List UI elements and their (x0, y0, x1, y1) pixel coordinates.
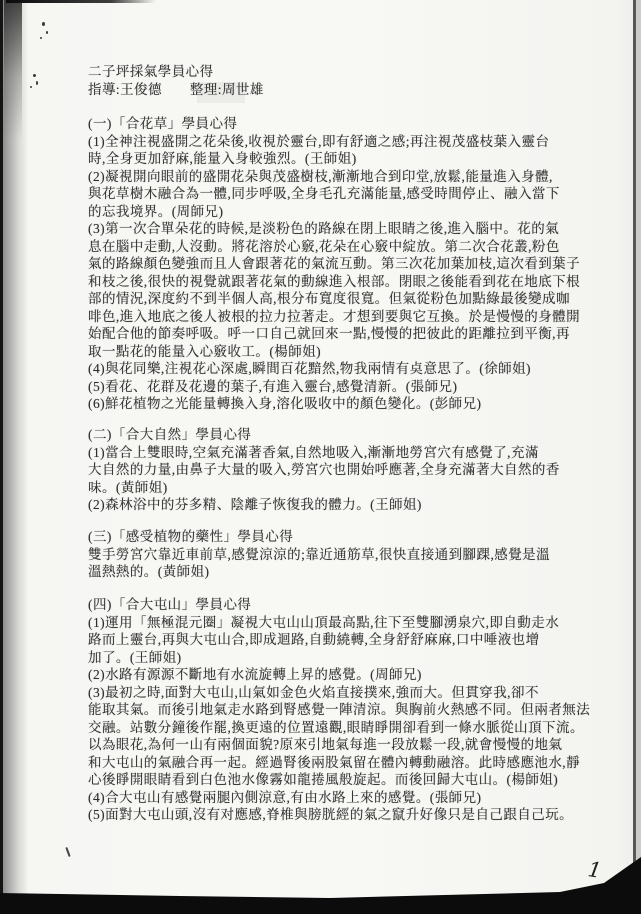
ink-speckle (46, 31, 48, 34)
body-line: 時,全身更加舒麻,能量入身較強烈。(王師姐) (88, 151, 357, 166)
body-line: 部的情況,深度約不到半個人高,根分布寬度很寬。但氣從粉色加點綠最後變成咖 (88, 291, 570, 306)
body-line: 和枝之後,很快的視覺就跟著花氣的動線進入根部。閉眼之後能看到花在地底下根 (88, 273, 581, 289)
body-line: 啡色,進入地底之後人被根的拉力拉著走。才想到要與它互換。於是慢慢的身體開 (88, 308, 581, 324)
body-line: 以為眼花,為何一山有兩個面貌?原來引地氣每進一段放鬆一段,就會慢慢的地氣 (88, 737, 563, 752)
body-line: (2)森林浴中的芬多精、陰離子恢復我的體力。(王師姐) (88, 497, 422, 512)
body-line: (1)運用「無極混元圈」凝視大屯山山頂最高點,往下至雙腳湧泉穴,即自動走水 (88, 614, 560, 630)
page-title: 二子坪採氣學員心得 (88, 64, 214, 79)
ink-speckle (42, 22, 45, 26)
body-line: (5)面對大屯山頭,沒有对應感,脊椎與膀胱經的氣之竄升好像只是自己跟自己玩。 (88, 807, 574, 822)
handwritten-page-number: 1 (586, 857, 604, 883)
body-line: (1)全神注視盛開之花朵後,收視於靈台,即有舒適之感;再注視茂盛枝葉入靈台 (88, 133, 550, 149)
section-block (88, 426, 580, 514)
body-line: (6)鮮花植物之光能量轉換入身,溶化吸收中的顏色變化。(彭師兄) (88, 396, 482, 411)
section-heading: (二)「合大自然」學員心得 (88, 427, 252, 442)
body-line: 味。(黃師姐) (88, 479, 168, 495)
body-line: 息在腦中走動,人沒動。將花溶於心竅,花朵在心竅中綻放。第二次合花叢,粉色 (88, 238, 560, 254)
body-line: 雙手勞宮穴靠近車前草,感覺涼涼的;靠近通筋草,很快直接通到腳踝,感覺是溫 (88, 546, 551, 562)
ink-speckle (36, 81, 38, 85)
section-heading: (四)「合大屯山」學員心得 (88, 597, 252, 612)
body-line: 溫熱熱的。(黃師姐) (88, 564, 210, 579)
body-line: 路而上靈台,再與大屯山合,即成迴路,自動繞轉,全身舒舒麻麻,口中唾液也增 (88, 632, 540, 647)
scan-top-left-shadow (4, 0, 22, 140)
body-line: 取一點花的能量入心竅收工。(楊師姐) (88, 343, 322, 359)
scan-bottom-edge-shadow (0, 850, 641, 914)
body-line: 始配合他的節奏呼吸。呼一口自己就回來一點,慢慢的把彼此的距離拉到平衡,再 (88, 326, 570, 341)
section-block (88, 596, 591, 824)
section-block (88, 115, 580, 413)
body-line: 氣的路線顏色變強而且人會跟著花的氣流互動。第三次花加葉加枝,這次看到葉子 (88, 256, 581, 271)
body-line: 加了。(王師姐) (88, 649, 182, 665)
section-heading: (三)「感受植物的藥性」學員心得 (88, 529, 294, 544)
body-line: (1)當合上雙眼時,空氣充滿著香氣,自然地吸入,漸漸地勞宮穴有感覺了,充滿 (88, 444, 539, 460)
ink-speckle (30, 86, 32, 88)
document-header (88, 61, 580, 96)
body-line: (4)合大屯山有感覺兩腿內側涼意,有由水路上來的感覺。(張師兄) (88, 789, 482, 805)
pen-stroke-mark (65, 847, 70, 857)
body-line: (3)最初之時,面對大屯山,山氣如金色火焰直接撲來,強而大。但貫穿我,卻不 (88, 684, 539, 700)
document-byline: 指導:王俊德 整理:周世雄 (88, 81, 264, 97)
body-line: (5)看花、花群及花邊的葉子,有進入靈台,感覺清新。(張師兄) (88, 378, 458, 394)
body-line: 心後睜開眼睛看到白色池水像霧如龍捲風般旋起。而後回歸大屯山。(楊師姐) (88, 772, 559, 787)
body-line: 與花草樹木融合為一體,同步呼吸,全身毛孔充滿能量,感受時間停止、融入當下 (88, 186, 560, 201)
body-line: 的忘我境界。(周師兄) (88, 203, 224, 219)
ink-speckle (40, 37, 42, 39)
body-line: (3)第一次合單朵花的時候,是淡粉色的路線在閉上眼睛之後,進入腦中。花的氣 (88, 221, 560, 236)
body-line: 交融。站數分鐘後作罷,換更遠的位置遠觀,眼睛睜開卻看到一條水脈從山頂下流。 (88, 719, 584, 735)
body-line: (2)水路有源源不斷地有水流旋轉上昇的感覺。(周師兄) (88, 667, 422, 682)
scan-top-edge-line (6, 0, 156, 3)
body-line: 和大屯山的氣融合再一起。經過腎後兩股氣留在體內轉動融溶。此時感應池水,靜 (88, 754, 581, 770)
body-line: (4)與花同樂,注視花心深處,瞬間百花黯然,物我兩情有奌意思了。(徐師姐) (88, 361, 532, 376)
body-line: (2)凝視開向眼前的盛開花朵與茂盛樹枝,漸漸地合到印堂,放鬆,能量進入身體, (88, 168, 553, 184)
body-line: 能取其氣。而後引地氣走水路到腎感覺一陣清涼。與胸前火熱感不同。但兩者無法 (88, 702, 591, 717)
scan-right-margin (636, 0, 641, 914)
section-block (88, 528, 580, 581)
ink-speckle (33, 74, 36, 77)
section-heading: (一)「合花草」學員心得 (88, 116, 238, 131)
body-line: 大自然的力量,由鼻子大量的吸入,勞宮穴也開始呼應著,全身充滿著大自然的香 (88, 462, 560, 477)
